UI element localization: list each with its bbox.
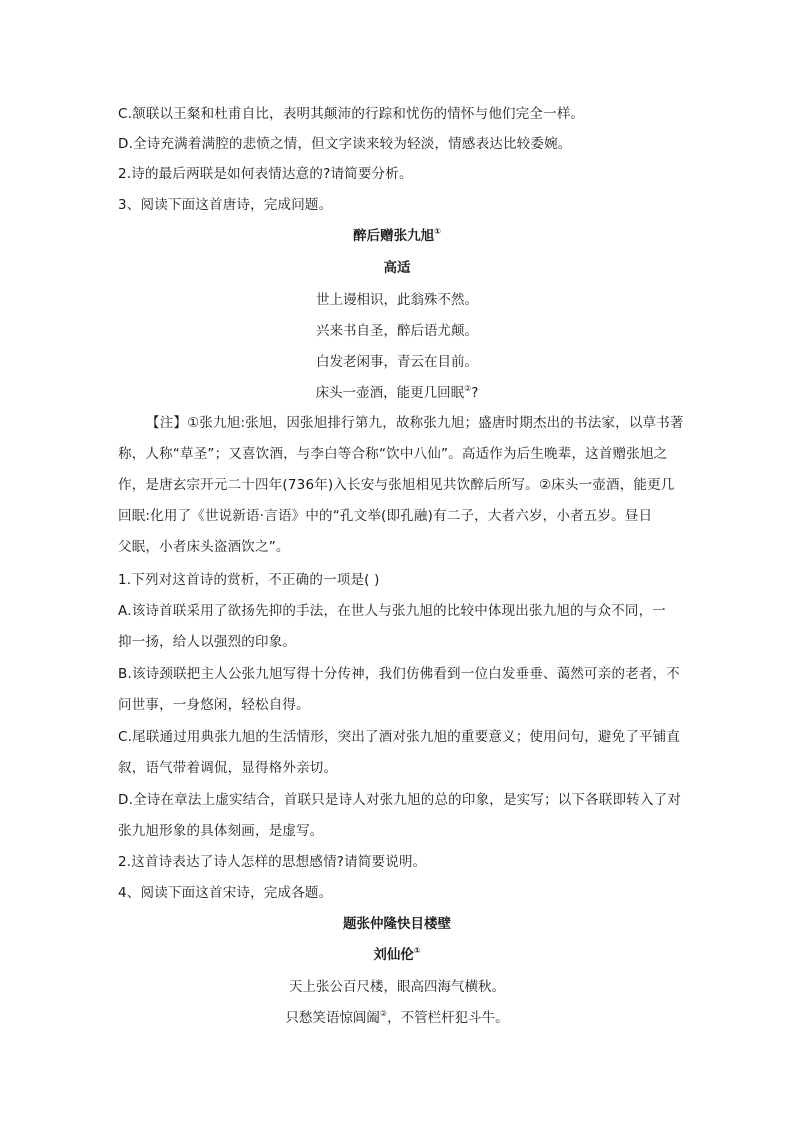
note-line-1: 【注】①张九旭:张旭，因张旭排行第九，故称张九旭；盛唐时期杰出的书法家，以草书著 (146, 415, 684, 431)
poem-line-2: 兴来书自圣，醉后语尤颠。 (316, 323, 478, 339)
poem-author: 刘仙伦① (373, 946, 421, 963)
note-line-4: 回眠:化用了《世说新语·言语》中的“孔文举(即孔融)有二子，大者六岁，小者五岁。昼日 (118, 508, 653, 524)
question-2: 2.诗的最后两联是如何表情达意的?请简要分析。 (118, 166, 413, 182)
option-a-line-1: A.该诗首联采用了欲扬先抑的手法，在世人与张九旭的比较中体现出张九旭的与众不同，一 (118, 603, 666, 619)
footnote-marker: ① (413, 946, 421, 955)
poem-line-1: 世上谩相识，此翁殊不然。 (316, 292, 478, 308)
option-c: C.颔联以王粲和杜甫自比，表明其颠沛的行踪和忧伤的情怀与他们完全一样。 (118, 106, 585, 122)
note-line-2: 称，人称“草圣”；又喜饮酒，与李白等合称“饮中八仙”。高适作为后生晚辈，这首赠张旭之 (118, 446, 668, 462)
section-3-heading: 3、阅读下面这首唐诗，完成问题。 (118, 197, 333, 213)
poem-line-3: 白发老闲事，青云在目前。 (316, 354, 478, 370)
poem-author: 高适 (383, 260, 411, 276)
option-d-line-2: 张九旭形象的具体刻画，是虚写。 (118, 823, 324, 839)
option-c-line-1: C.尾联通过用典张九旭的生活情形，突出了酒对张九旭的重要意义；使用问句，避免了平铺直 (118, 729, 681, 745)
option-d: D.全诗充满着满腔的悲愤之情，但文字读来较为轻淡，情感表达比较委婉。 (118, 136, 572, 152)
footnote-marker: ② (464, 384, 472, 393)
poem-title: 醉后赠张九旭① (353, 227, 441, 244)
poem-line-4: 床头一壶酒，能更几回眠②? (315, 384, 479, 401)
option-d-line-1: D.全诗在章法上虚实结合，首联只是诗人对张九旭的总的印象，是实写；以下各联即转入了对 (118, 792, 682, 808)
poem-line-2: 只愁笑语惊阊阖②，不管栏杆犯斗牛。 (285, 1009, 509, 1026)
poem-line-1: 天上张公百尺楼，眼高四海气横秋。 (289, 979, 505, 995)
note-line-3: 作，是唐玄宗开元二十四年(736年)入长安与张旭相见共饮醉后所写。②床头一壶酒，能更几 (118, 477, 675, 493)
footnote-marker: ② (379, 1009, 388, 1018)
note-line-5: 父眠，小者床头盗酒饮之”。 (118, 539, 290, 555)
poem-title: 题张仲隆快目楼壁 (343, 916, 451, 932)
footnote-marker: ① (434, 227, 441, 236)
option-b-line-2: 问世事，一身悠闲，轻松自得。 (118, 697, 310, 713)
option-c-line-2: 叙，语气带着调侃，显得格外亲切。 (118, 760, 338, 776)
option-a-line-2: 抑一扬，给人以强烈的印象。 (118, 634, 297, 650)
option-b-line-1: B.该诗颈联把主人公张九旭写得十分传神，我们仿佛看到一位白发垂垂、蔼然可亲的老者，不 (118, 666, 680, 682)
question-2: 2.这首诗表达了诗人怎样的思想感情?请简要说明。 (118, 854, 427, 870)
question-1: 1.下列对这首诗的赏析，不正确的一项是( ) (118, 572, 380, 588)
section-4-heading: 4、阅读下面这首宋诗，完成各题。 (118, 885, 333, 901)
